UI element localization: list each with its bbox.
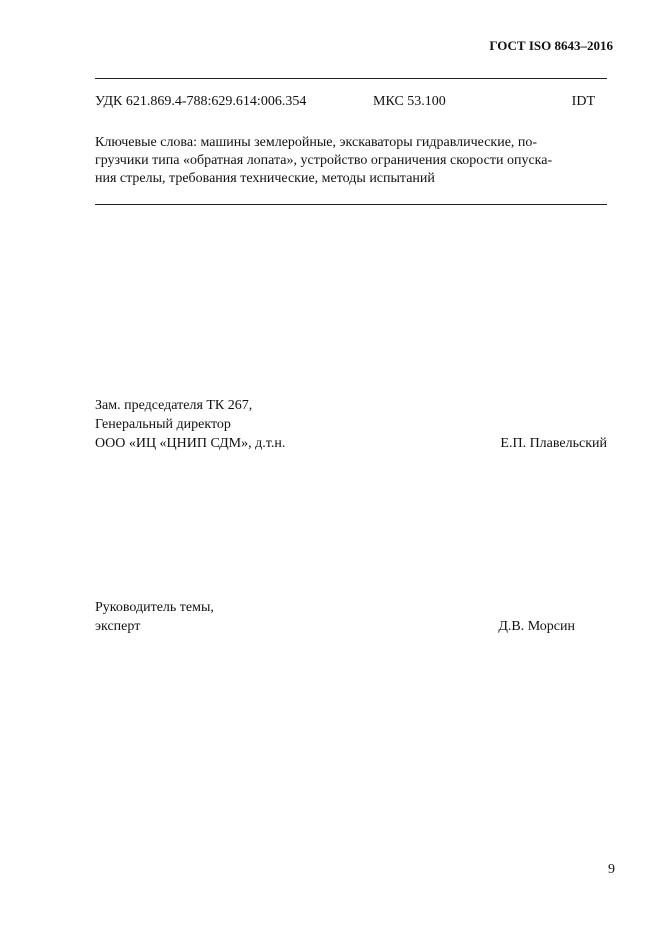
signer-position-line: эксперт	[95, 619, 141, 634]
signer-position-line: Руководитель темы,	[95, 600, 214, 615]
classification-row	[95, 94, 607, 114]
signer-position-line: ООО «ИЦ «ЦНИП СДМ», д.т.н.	[95, 436, 286, 451]
document-code: ГОСТ ISO 8643–2016	[489, 38, 613, 53]
signer-position-line: Зам. председателя ТК 267,	[95, 398, 253, 413]
top-divider	[95, 78, 607, 79]
signer-name: Д.В. Морсин	[498, 619, 575, 634]
equivalence-code: IDT	[571, 94, 595, 109]
udk-code: УДК 621.869.4-788:629.614:006.354	[95, 94, 307, 109]
page-number: 9	[608, 862, 615, 877]
keywords-paragraph	[95, 134, 609, 188]
keywords-line: грузчики типа «обратная лопата», устройство ограничения скорости опуска-	[95, 153, 553, 168]
keywords-line: ния стрелы, требования технические, методы испытаний	[95, 171, 435, 186]
signature-block-chairman	[95, 396, 607, 453]
mks-code: МКС 53.100	[373, 94, 446, 109]
signer-position-row	[95, 434, 607, 453]
bottom-divider	[95, 204, 607, 205]
signer-position-row	[95, 617, 607, 636]
signer-name: Е.П. Плавельский	[500, 436, 607, 451]
signature-block-topic-lead	[95, 598, 607, 636]
keywords-line: Ключевые слова: машины землеройные, экскаваторы гидравлические, по-	[95, 135, 538, 150]
signer-position-line: Генеральный директор	[95, 417, 231, 432]
